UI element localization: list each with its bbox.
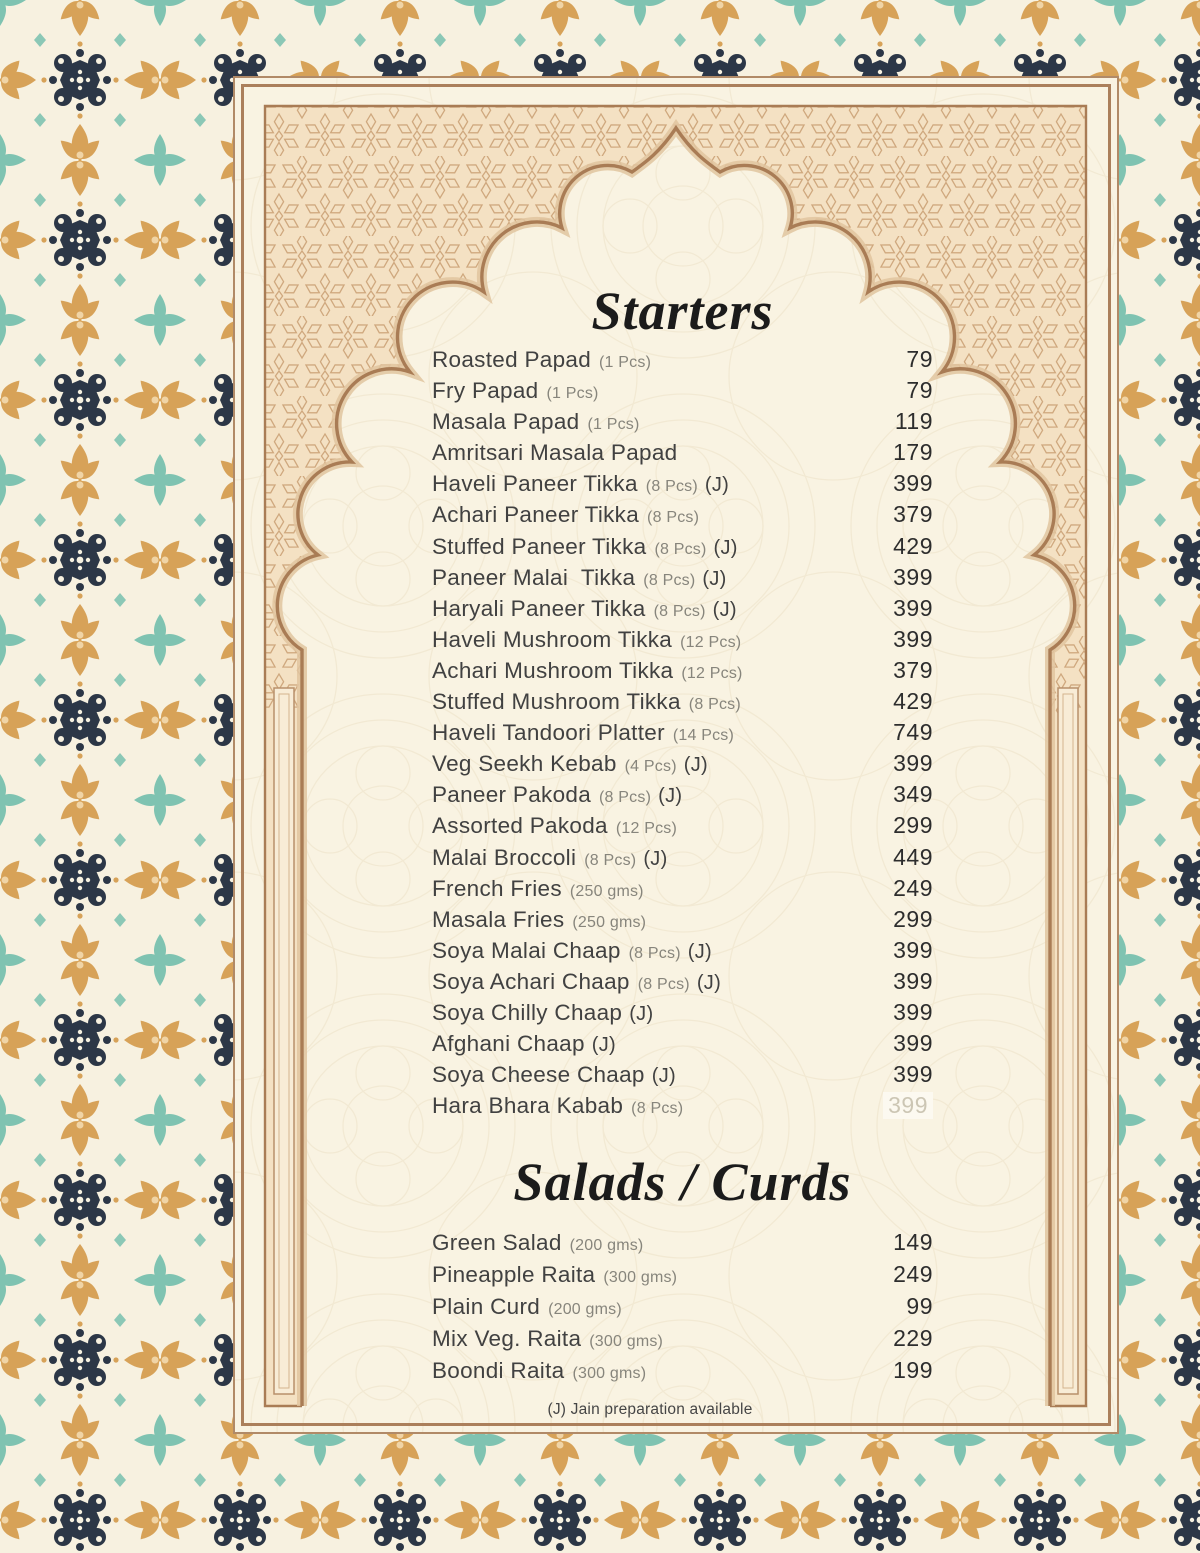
item-name: Fry Papad (1 Pcs) xyxy=(432,378,599,404)
section-items-salads xyxy=(432,1229,933,1389)
menu-item-row xyxy=(432,937,933,968)
item-name: Hara Bhara Kabab (8 Pcs) xyxy=(432,1093,684,1119)
item-price: 399 xyxy=(893,750,933,777)
item-name: Haveli Tandoori Platter (14 Pcs) xyxy=(432,720,735,746)
item-portion: (300 gms) xyxy=(589,1333,664,1351)
item-price: 79 xyxy=(906,346,933,372)
item-price: 229 xyxy=(893,1325,933,1352)
item-price: 299 xyxy=(893,812,933,839)
jain-marker: (J) xyxy=(591,1034,616,1057)
menu-item-row xyxy=(432,626,933,657)
item-name: Soya Achari Chaap (8 Pcs) (J) xyxy=(432,968,722,994)
item-price: 399 xyxy=(893,936,933,963)
item-portion: (8 Pcs) xyxy=(631,1100,684,1118)
jain-footnote: (J) Jain preparation available xyxy=(547,1401,753,1418)
item-portion: (250 gms) xyxy=(572,913,647,931)
menu-item-row xyxy=(432,1030,933,1061)
item-price: 249 xyxy=(893,1261,933,1288)
item-name: Haveli Paneer Tikka (8 Pcs) (J) xyxy=(432,471,730,497)
item-name: Achari Mushroom Tikka (12 Pcs) xyxy=(432,657,743,683)
item-name: Assorted Pakoda (12 Pcs) xyxy=(432,813,678,839)
item-name: Mix Veg. Raita (300 gms) xyxy=(432,1326,664,1352)
item-price: 399 xyxy=(893,1061,933,1088)
section-title-salads: Salads / Curds xyxy=(513,1152,852,1213)
item-portion: (8 Pcs) xyxy=(643,571,696,589)
item-portion: (8 Pcs) xyxy=(599,789,652,807)
item-portion: (14 Pcs) xyxy=(672,727,735,745)
jain-marker: (J) xyxy=(696,971,722,994)
item-name: Malai Broccoli (8 Pcs) (J) xyxy=(432,844,668,870)
section-title-starters: Starters xyxy=(591,281,774,341)
jain-marker: (J) xyxy=(713,536,738,559)
menu-item-row xyxy=(432,564,933,595)
item-portion: (1 Pcs) xyxy=(546,385,599,403)
jain-marker: (J) xyxy=(687,940,712,963)
item-price: 379 xyxy=(893,656,933,683)
menu-item-row xyxy=(432,1293,933,1325)
item-name: Plain Curd (200 gms) xyxy=(432,1294,622,1320)
item-name: Soya Malai Chaap (8 Pcs) (J) xyxy=(432,937,712,963)
item-name: Green Salad (200 gms) xyxy=(432,1230,644,1256)
menu-item-row xyxy=(432,1357,933,1389)
item-price: 149 xyxy=(893,1229,933,1256)
jain-marker: (J) xyxy=(629,1002,654,1025)
item-portion: (8 Pcs) xyxy=(645,478,698,496)
item-price: 449 xyxy=(893,843,933,870)
jain-marker: (J) xyxy=(704,474,730,497)
item-price: 199 xyxy=(893,1357,933,1384)
item-price: 429 xyxy=(893,532,933,559)
item-portion: (300 gms) xyxy=(572,1365,647,1383)
item-price: 399 xyxy=(893,563,933,590)
item-price: 399 xyxy=(893,998,933,1025)
item-name: Soya Chilly Chaap (J) xyxy=(432,999,654,1025)
item-portion: (1 Pcs) xyxy=(587,416,640,434)
item-portion: (8 Pcs) xyxy=(647,509,700,527)
jain-marker: (J) xyxy=(658,785,683,808)
item-portion: (12 Pcs) xyxy=(615,820,678,838)
menu-item-row xyxy=(432,719,933,750)
menu-item-row xyxy=(432,595,933,626)
menu-panel xyxy=(233,76,1119,1434)
item-price: 399 xyxy=(893,470,933,497)
menu-item-row xyxy=(432,999,933,1030)
item-name: Paneer Malai Tikka (8 Pcs) (J) xyxy=(432,564,727,590)
item-portion: (12 Pcs) xyxy=(680,633,742,651)
item-price: 79 xyxy=(906,377,933,404)
item-name: Stuffed Paneer Tikka (8 Pcs) (J) xyxy=(432,533,738,559)
item-name: Roasted Papad (1 Pcs) xyxy=(432,347,652,372)
item-price: 399 xyxy=(893,625,933,652)
item-name: Paneer Pakoda (8 Pcs) (J) xyxy=(432,782,683,808)
item-portion: (250 gms) xyxy=(569,882,644,900)
menu-list xyxy=(432,280,933,1389)
menu-item-row xyxy=(432,439,933,470)
menu-item-row xyxy=(432,470,933,501)
item-name: Pineapple Raita (300 gms) xyxy=(432,1262,678,1288)
item-price: 119 xyxy=(894,408,933,435)
item-price: 749 xyxy=(893,719,933,746)
menu-item-row xyxy=(432,812,933,843)
item-name: Masala Fries (250 gms) xyxy=(432,906,647,932)
item-portion: (200 gms) xyxy=(548,1301,622,1319)
item-price: 399 xyxy=(893,594,933,621)
item-name: Haryali Paneer Tikka (8 Pcs) (J) xyxy=(432,595,737,621)
menu-item-row xyxy=(432,688,933,719)
menu-item-row xyxy=(432,346,933,377)
item-price: 399 xyxy=(883,1092,933,1119)
item-portion: (1 Pcs) xyxy=(599,354,652,371)
menu-item-row xyxy=(432,377,933,408)
item-price: 249 xyxy=(893,874,933,901)
item-portion: (8 Pcs) xyxy=(654,540,707,558)
menu-item-row xyxy=(432,533,933,564)
menu-item-row xyxy=(432,408,933,439)
jain-marker: (J) xyxy=(643,847,668,870)
item-name: Afghani Chaap (J) xyxy=(432,1031,616,1057)
item-name: Stuffed Mushroom Tikka (8 Pcs) xyxy=(432,689,741,715)
item-name: Soya Cheese Chaap (J) xyxy=(432,1062,676,1088)
menu-item-row xyxy=(432,1092,933,1123)
item-name: Haveli Mushroom Tikka (12 Pcs) xyxy=(432,626,742,652)
menu-item-row xyxy=(432,875,933,906)
item-price: 99 xyxy=(906,1293,933,1320)
menu-item-row xyxy=(432,657,933,688)
item-price: 179 xyxy=(893,439,933,466)
item-name: Amritsari Masala Papad xyxy=(432,440,678,466)
item-price: 299 xyxy=(893,905,933,932)
item-name: Achari Paneer Tikka (8 Pcs) xyxy=(432,502,700,528)
menu-item-row xyxy=(432,501,933,532)
item-portion: (8 Pcs) xyxy=(584,851,637,869)
item-portion: (8 Pcs) xyxy=(637,975,690,993)
item-portion: (8 Pcs) xyxy=(688,696,741,714)
item-price: 399 xyxy=(893,967,933,994)
jain-marker: (J) xyxy=(683,754,708,777)
item-name: Masala Papad (1 Pcs) xyxy=(432,409,640,435)
item-name: Boondi Raita (300 gms) xyxy=(432,1358,647,1384)
item-name: French Fries (250 gms) xyxy=(432,875,644,901)
menu-item-row xyxy=(432,781,933,812)
item-price: 429 xyxy=(893,688,933,715)
menu-item-row xyxy=(432,906,933,937)
item-price: 349 xyxy=(893,781,933,808)
menu-item-row xyxy=(432,1325,933,1357)
menu-item-row xyxy=(432,1061,933,1092)
item-portion: (300 gms) xyxy=(603,1269,678,1287)
item-portion: (12 Pcs) xyxy=(681,664,743,682)
section-items-starters xyxy=(432,346,933,1123)
item-portion: (200 gms) xyxy=(569,1237,644,1255)
jain-marker: (J) xyxy=(651,1065,676,1088)
menu-item-row xyxy=(432,750,933,781)
item-portion: (4 Pcs) xyxy=(624,758,677,776)
jain-marker: (J) xyxy=(702,567,727,590)
item-price: 379 xyxy=(893,501,933,528)
item-price: 399 xyxy=(893,1030,933,1057)
menu-item-row xyxy=(432,1261,933,1293)
jain-marker: (J) xyxy=(712,598,737,621)
item-portion: (8 Pcs) xyxy=(628,944,681,962)
item-name: Veg Seekh Kebab (4 Pcs) (J) xyxy=(432,751,708,777)
item-portion: (8 Pcs) xyxy=(653,602,706,620)
menu-item-row xyxy=(432,968,933,999)
menu-item-row xyxy=(432,1229,933,1261)
menu-item-row xyxy=(432,844,933,875)
